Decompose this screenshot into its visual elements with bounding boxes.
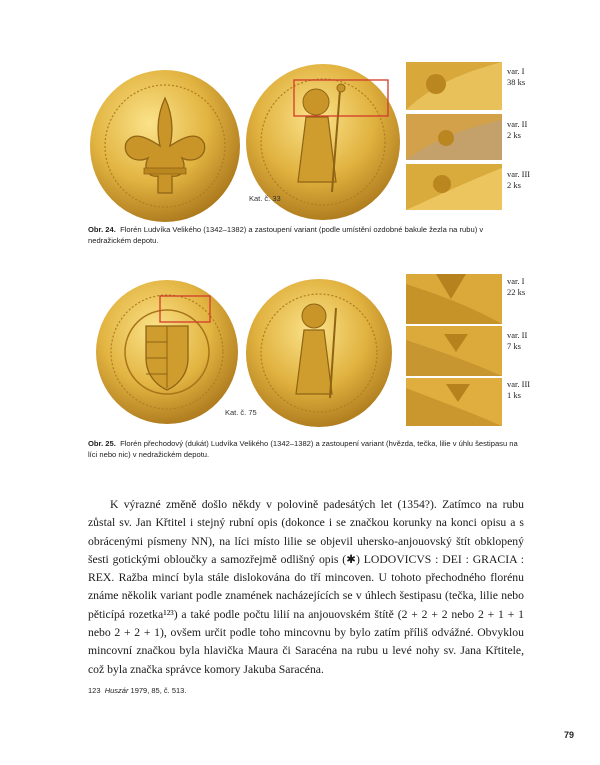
variant-detail-image: [406, 378, 502, 426]
footnote-number: 123: [88, 686, 101, 695]
variant-label: var. I 22 ks: [507, 276, 526, 297]
coin-obverse-shield-image: [94, 278, 240, 426]
variant-detail-image: [406, 274, 502, 324]
page-number: 79: [564, 730, 575, 740]
variant-detail-image: [406, 62, 502, 110]
coin-reverse-saint-image: [244, 278, 394, 428]
footnote: [88, 686, 186, 695]
footnote-author: Huszár: [104, 686, 129, 695]
variant-label: var. III 2 ks: [507, 169, 531, 190]
footnote-ref: 1979, 85, č. 513.: [128, 686, 187, 695]
coin-obverse-lily-image: [88, 68, 242, 224]
body-paragraph: K výrazné změně došlo někdy v polovině padesátých let (1354?). Zatímco na rubu zůstal sv. Jan Křtitel i stejný rubní opis (dokonce i se značkou korunky na konci opisu a s obrácenými písmeny NN), na líci místo lilie se objevil uhersko-anjouovský štít obklopený šesti gotickými obloučky a samozřejmě odlišný opis (✱) LODOVICVS : DEI : GRACIA : REX. Ražba mincí byla stále dislokována do tří mincoven. U tohoto přechodného florénu známe několik variant podle znamének nacházejících se v úhlech šestipasu (tečka, lilie nebo pěticípá rozetka¹²³) a také podle počtu lilií na anjouovském štítě (2 + 2 + 2 nebo 2 + 1 + 1 nebo 2 + 2 + 1), ovšem určit podle toho mincovnu by bylo zatím příliš odvážné. Obvyklou mincovní značkou byla hlavička Maura či Saracéna na rubu u levé nohy sv. Jana Křtitele, což byla značka správce komory Jakuba Saracéna.: [88, 498, 524, 676]
figure-caption: Obr. 25. Florén přechodový (dukát) Ludvíka Velikého (1342–1382) a zastoupení variant (hvězda, tečka, lilie v úhlu šestipasu na líci nebo nic) v nedražickém depotu.: [88, 439, 518, 459]
variant-label: var. II 2 ks: [507, 119, 528, 140]
figure-1: [0, 0, 600, 260]
figure-2: [0, 260, 600, 470]
variant-detail-image: [406, 326, 502, 376]
kat-label: Kat. č. 33: [249, 194, 281, 203]
variant-label: var. I 38 ks: [507, 66, 526, 87]
variant-detail-image: [406, 164, 502, 210]
body-text: [88, 496, 524, 679]
figure-caption: Obr. 24. Florén Ludvíka Velikého (1342–1382) a zastoupení variant (podle umístění ozdobné bakule žezla na rubu) v nedražickém depotu.: [88, 225, 484, 245]
variant-detail-image: [406, 114, 502, 160]
variant-label: var. II 7 ks: [507, 330, 528, 351]
kat-label: Kat. č. 75: [225, 408, 257, 417]
variant-label: var. III 1 ks: [507, 379, 531, 400]
